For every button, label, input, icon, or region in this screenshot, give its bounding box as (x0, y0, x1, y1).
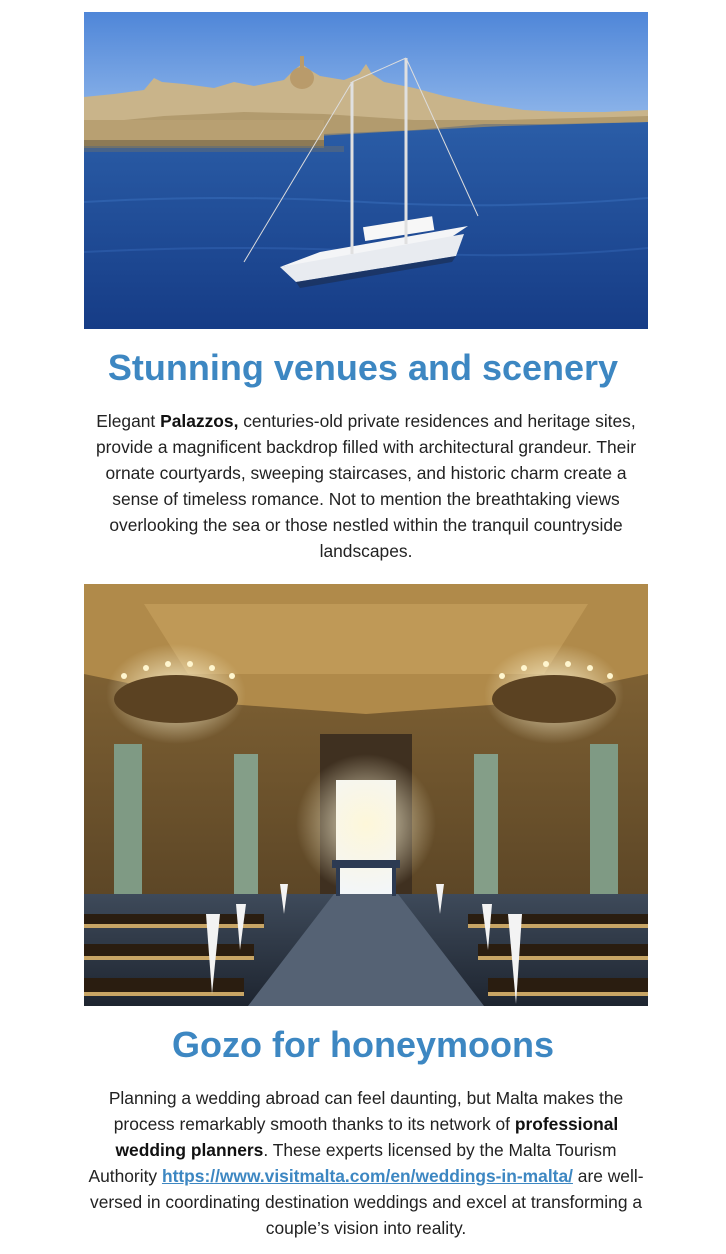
gozo-intro-text: Planning a wedding abroad can feel daunting, but Malta makes the process remarkably smooth thanks to its network of (108, 1088, 624, 1134)
harbour-yacht-illustration (84, 12, 648, 329)
planners-bold-text: professional wedding planners (115, 1114, 619, 1160)
venues-body-text: centuries-old private residences and heritage sites, provide a magnificent backdrop filled with architectural grandeur. Their ornate courtyards, sweeping staircases, and historic charm create a sense of timeless romance. Not to mention the breathtaking views overlooking the sea or those nestled within the tranquil countryside landscapes. (95, 411, 637, 561)
harbour-yacht-image (84, 12, 648, 329)
palazzo-hall-image (84, 584, 648, 1006)
section-heading-gozo: Gozo for honeymoons (172, 1024, 554, 1065)
palazzos-bold-text: Palazzos, (160, 411, 239, 431)
venues-paragraph (84, 408, 648, 564)
section-heading-venues: Stunning venues and scenery (107, 347, 619, 388)
venues-intro-text: Elegant (96, 411, 161, 431)
palazzo-hall-illustration (84, 584, 648, 1006)
gozo-mid-text: . These experts licensed by the Malta Tourism Authority (88, 1140, 617, 1186)
gozo-paragraph (84, 1085, 648, 1241)
visitmalta-weddings-link[interactable]: https://www.visitmalta.com/en/weddings-in-malta/ (161, 1166, 573, 1186)
gozo-body-text: are well-versed in coordinating destination weddings and excel at transforming a couple’s vision into reality. (90, 1166, 644, 1238)
